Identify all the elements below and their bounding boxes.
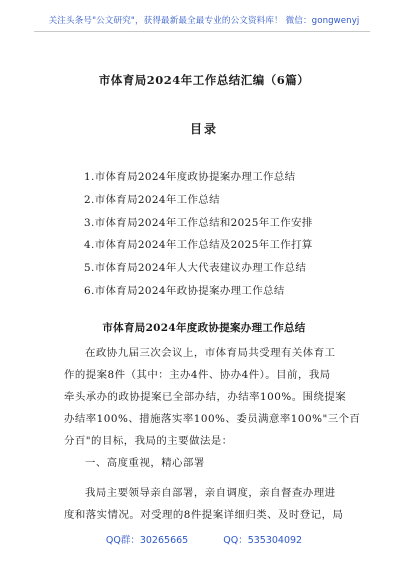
document-title: 市体育局2024年工作总结汇编（6篇） [98,73,310,87]
paragraph-line: 分百"的目标，我局的主要做法是： [64,435,233,447]
toc-item: 3.市体育局2024年工作总结和2025年工作安排 [84,216,313,229]
toc-item: 1.市体育局2024年度政协提案办理工作总结 [84,171,296,183]
toc-heading: 目录 [189,122,218,136]
paragraph-intro-end [64,430,364,452]
paragraph-line: 度和落实情况。对受理的8件提案详细归类、及时登记，局 [64,509,344,521]
section-title: 市体育局2024年度政协提案办理工作总结 [102,322,306,334]
paragraph-line: 作的提案8件（其中：主办4件、协办4件）。目前，我局 [64,369,331,381]
toc-item: 2.市体育局2024年工作总结 [84,193,220,206]
paragraph-line: 在政协九届三次会议上，市体育局共受理有关体育工 [85,347,336,359]
subheading-1: 一、高度重视，精心部署 [85,457,205,469]
toc-item: 5.市体育局2024年人大代表建议办理工作总结 [84,262,307,275]
paragraph-measures [64,482,364,526]
qq-text: QQ：535304092 [223,535,303,546]
toc-item: 6.市体育局2024年政协提案办理工作总结 [84,284,285,297]
paragraph-line: 我局主要领导亲自部署，亲自调度，亲自督查办理进 [85,487,336,499]
subheading-block [64,452,364,474]
paragraph-intro [64,342,364,430]
table-of-contents [84,166,313,303]
toc-item: 4.市体育局2024年工作总结及2025年工作打算 [84,239,313,252]
paragraph-line: 牵头承办的政协提案已全部办结，办结率100%。围绕提案 [64,391,347,403]
footer-contact [0,532,408,546]
promo-banner: 关注头条号"公文研究"，获得最新最全最专业的公文资料库！ 微信：gongwenyj [48,16,360,26]
paragraph-line: 办结率100%、措施落实率100%、委员满意率100%"三个百 [64,413,361,425]
header-divider [34,31,370,32]
qq-group-text: QQ群：30265665 [105,535,189,546]
